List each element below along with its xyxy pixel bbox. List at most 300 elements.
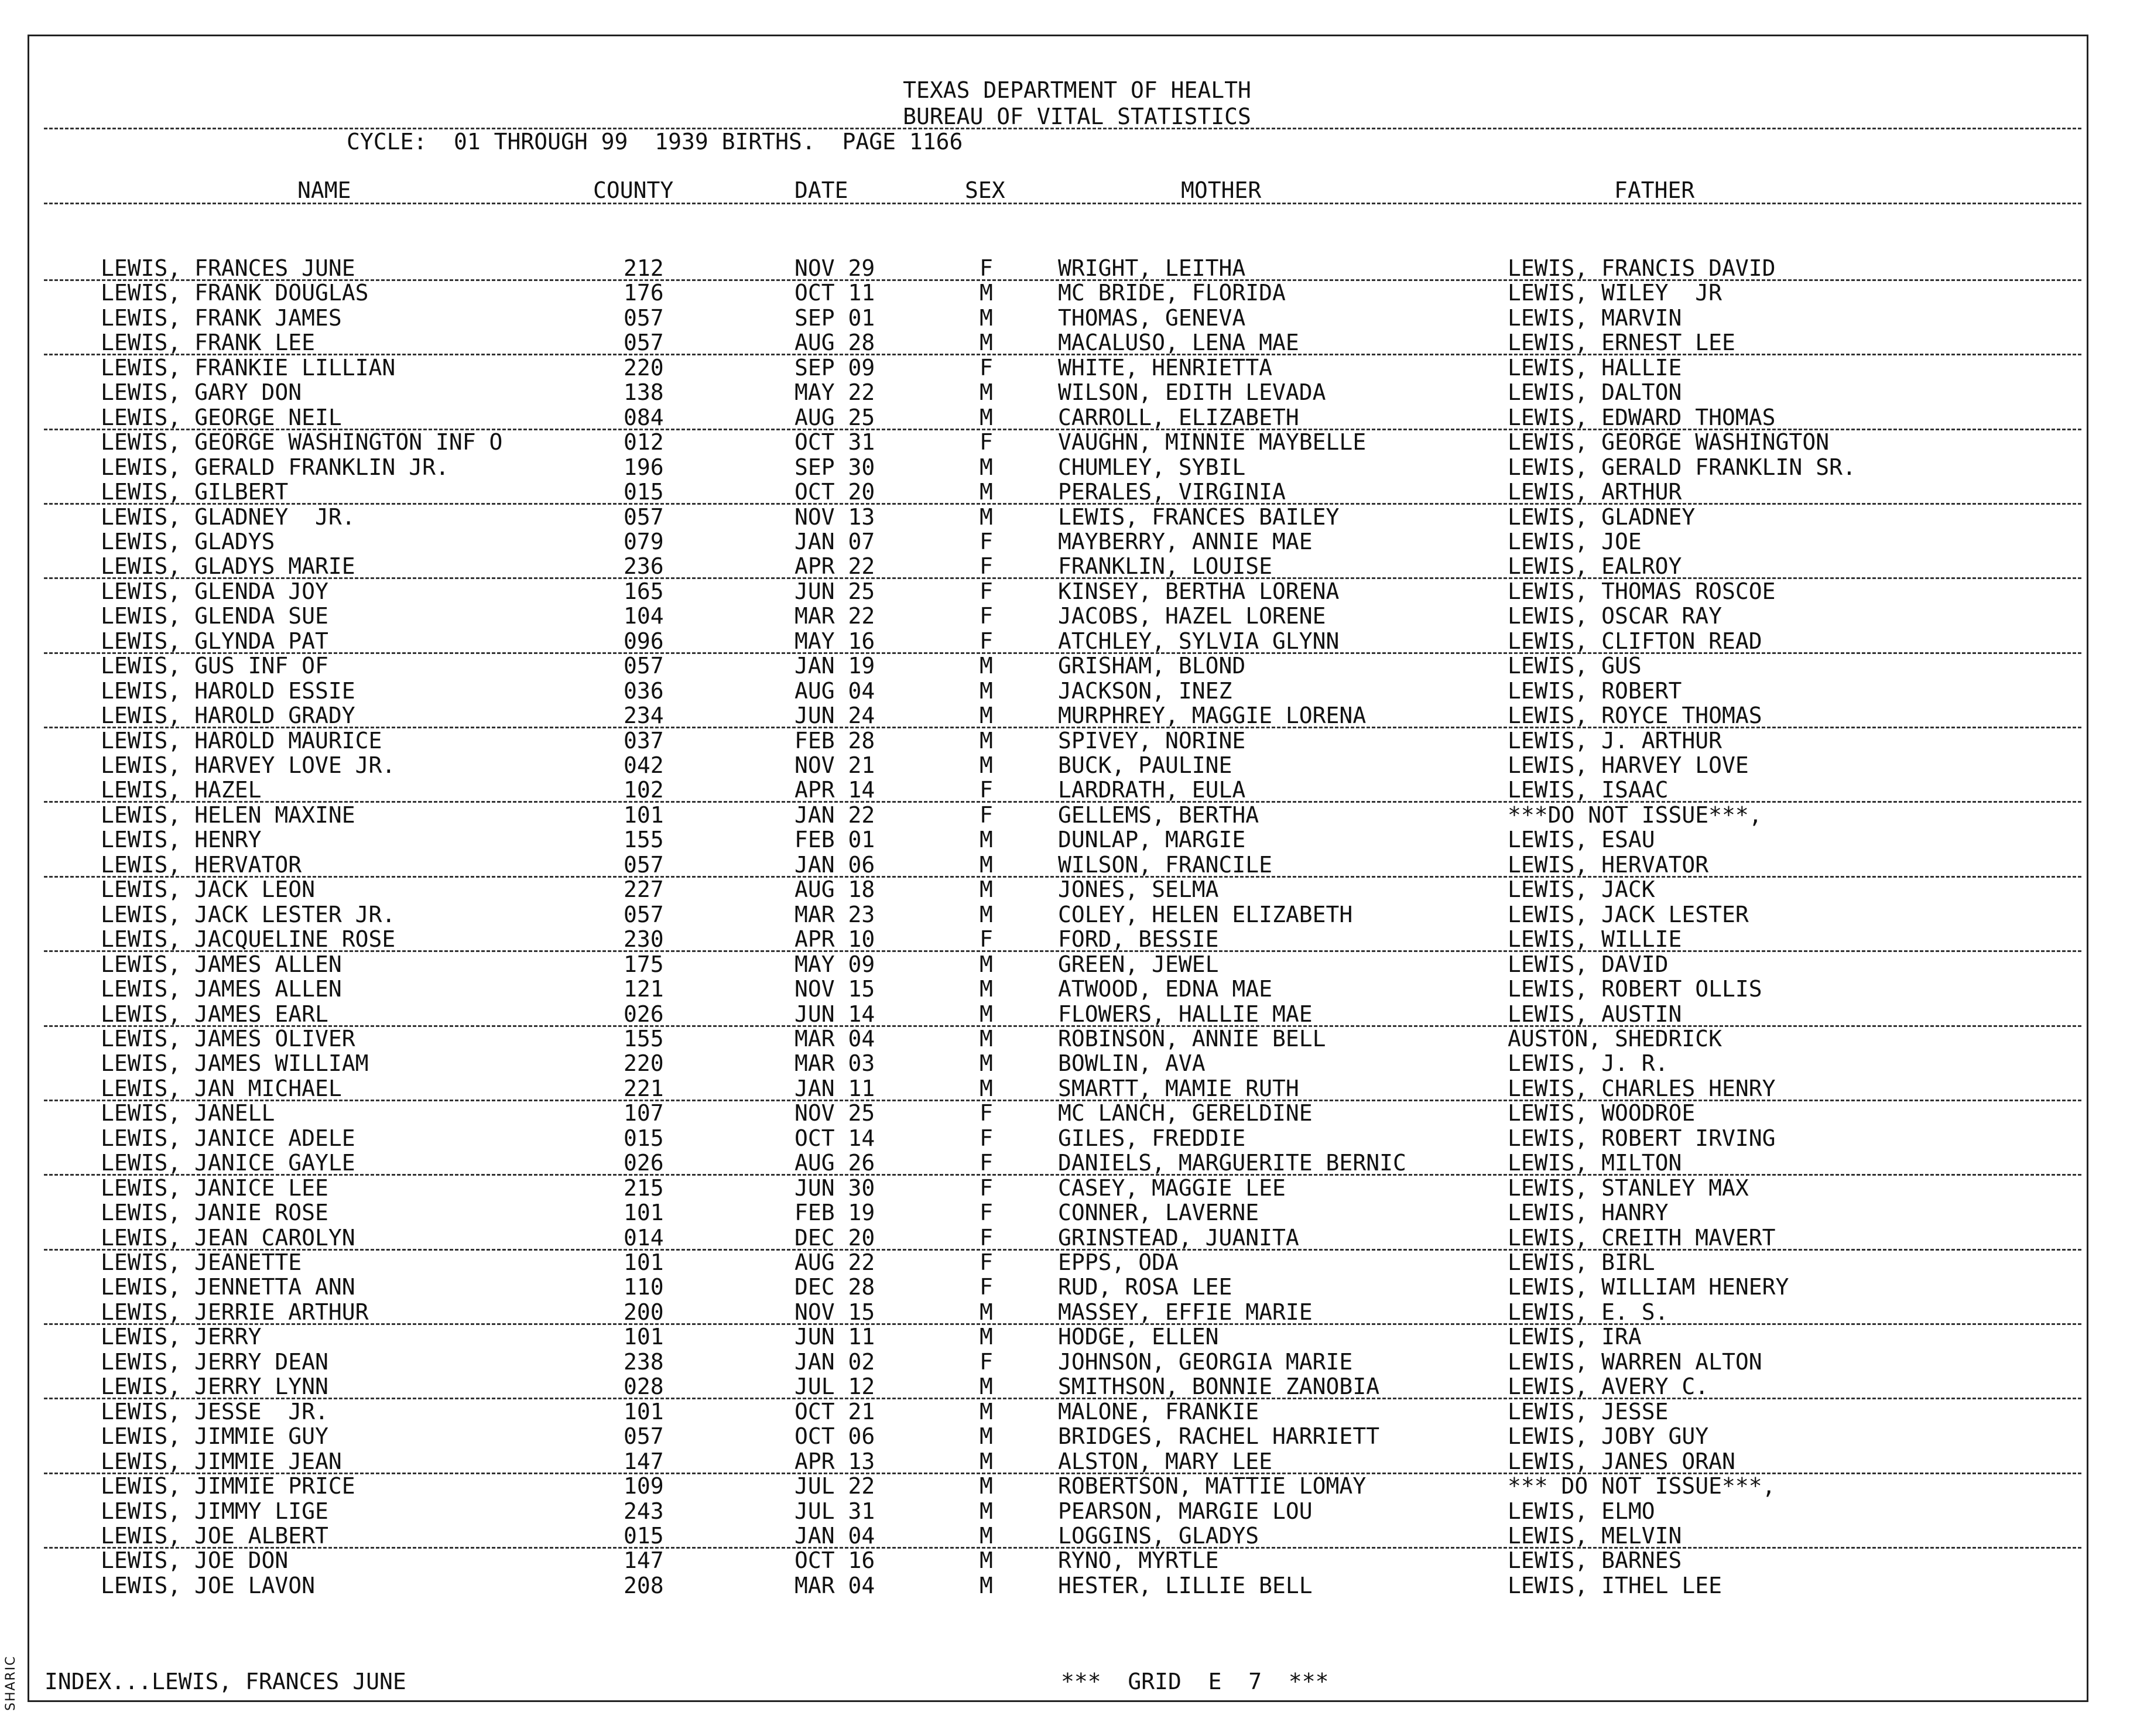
cell-sex: F <box>980 528 993 554</box>
cell-county: 057 <box>624 851 664 878</box>
table-row <box>0 1151 2154 1175</box>
cell-father: LEWIS, ARTHUR <box>1508 479 1682 505</box>
cell-county: 015 <box>624 479 664 505</box>
cell-father: LEWIS, E. S. <box>1508 1299 1669 1325</box>
cell-date: JAN 11 <box>795 1075 875 1101</box>
cell-father: LEWIS, J. ARTHUR <box>1508 727 1722 754</box>
cell-county: 238 <box>624 1348 664 1375</box>
table-row <box>0 1076 2154 1101</box>
cell-mother: HESTER, LILLIE BELL <box>1058 1572 1313 1598</box>
row-divider <box>44 727 2081 728</box>
cell-county: 243 <box>624 1498 664 1524</box>
cell-sex: F <box>980 1175 993 1201</box>
cell-date: NOV 29 <box>795 255 875 281</box>
cell-name: LEWIS, FRANK LEE <box>101 330 316 356</box>
cell-county: 215 <box>624 1175 664 1201</box>
cell-county: 234 <box>624 703 664 729</box>
cell-name: LEWIS, GLYNDA PAT <box>101 628 328 654</box>
cell-name: LEWIS, JAMES ALLEN <box>101 976 342 1002</box>
table-row <box>0 355 2154 380</box>
cell-sex: M <box>980 976 993 1002</box>
cell-mother: SMARTT, MAMIE RUTH <box>1058 1075 1299 1101</box>
cell-father: LEWIS, EALROY <box>1508 553 1682 580</box>
cell-date: DEC 20 <box>795 1224 875 1251</box>
cell-sex: M <box>980 827 993 853</box>
table-row <box>0 803 2154 827</box>
cell-mother: MACALUSO, LENA MAE <box>1058 330 1299 356</box>
cell-name: LEWIS, HAROLD MAURICE <box>101 727 382 754</box>
cell-county: 096 <box>624 628 664 654</box>
cell-father: LEWIS, GERALD FRANKLIN SR. <box>1508 454 1856 480</box>
cell-mother: MALONE, FRANKIE <box>1058 1398 1259 1425</box>
cell-mother: FORD, BESSIE <box>1058 926 1219 953</box>
table-row <box>0 1051 2154 1076</box>
cell-mother: ATWOOD, EDNA MAE <box>1058 976 1273 1002</box>
cell-date: MAY 16 <box>795 628 875 654</box>
table-row <box>0 330 2154 355</box>
cell-mother: RYNO, MYRTLE <box>1058 1547 1219 1574</box>
cell-name: LEWIS, JANICE LEE <box>101 1175 328 1201</box>
cell-father: LEWIS, WILLIAM HENERY <box>1508 1274 1789 1300</box>
cell-name: LEWIS, JOE LAVON <box>101 1572 316 1598</box>
table-row <box>0 753 2154 778</box>
cell-date: OCT 31 <box>795 429 875 456</box>
cell-county: 107 <box>624 1100 664 1126</box>
cell-father: LEWIS, WILEY JR <box>1508 280 1722 306</box>
cell-date: AUG 04 <box>795 677 875 704</box>
cell-mother: LOGGINS, GLADYS <box>1058 1522 1259 1549</box>
cell-mother: EPPS, ODA <box>1058 1249 1179 1275</box>
cell-mother: HODGE, ELLEN <box>1058 1324 1219 1350</box>
cell-name: LEWIS, HERVATOR <box>101 851 302 878</box>
cell-date: OCT 21 <box>795 1398 875 1425</box>
cell-date: MAY 09 <box>795 951 875 977</box>
cell-father: LEWIS, ESAU <box>1508 827 1655 853</box>
cell-date: OCT 20 <box>795 479 875 505</box>
table-row <box>0 1573 2154 1598</box>
table-row <box>0 728 2154 753</box>
cell-date: AUG 28 <box>795 330 875 356</box>
table-row <box>0 1399 2154 1424</box>
cell-mother: PERALES, VIRGINIA <box>1058 479 1286 505</box>
cell-sex: M <box>980 1473 993 1499</box>
cell-county: 057 <box>624 330 664 356</box>
table-row <box>0 1499 2154 1523</box>
cell-sex: M <box>980 677 993 704</box>
cell-date: OCT 14 <box>795 1125 875 1151</box>
cell-county: 200 <box>624 1299 664 1325</box>
cell-name: LEWIS, GUS INF OF <box>101 653 328 679</box>
row-divider <box>44 1249 2081 1251</box>
cell-sex: M <box>980 727 993 754</box>
cell-county: 101 <box>624 1249 664 1275</box>
cell-mother: ROBINSON, ANNIE BELL <box>1058 1025 1326 1052</box>
cell-sex: M <box>980 479 993 505</box>
cell-father: LEWIS, ERNEST LEE <box>1508 330 1735 356</box>
cell-mother: FLOWERS, HALLIE MAE <box>1058 1001 1313 1027</box>
cell-sex: M <box>980 1547 993 1574</box>
cell-sex: M <box>980 404 993 430</box>
cell-sex: M <box>980 280 993 306</box>
cell-sex: F <box>980 628 993 654</box>
cell-name: LEWIS, JERRIE ARTHUR <box>101 1299 369 1325</box>
cell-father: LEWIS, ISAAC <box>1508 777 1669 803</box>
header-title: TEXAS DEPARTMENT OF HEALTH <box>903 77 1251 103</box>
cell-name: LEWIS, HAZEL <box>101 777 262 803</box>
cell-county: 138 <box>624 379 664 406</box>
row-divider <box>44 577 2081 579</box>
cell-sex: F <box>980 1125 993 1151</box>
cell-county: 176 <box>624 280 664 306</box>
cell-name: LEWIS, JAMES WILLIAM <box>101 1050 369 1077</box>
cell-father: LEWIS, BIRL <box>1508 1249 1655 1275</box>
table-row <box>0 1225 2154 1250</box>
cell-county: 101 <box>624 1398 664 1425</box>
cell-date: JAN 02 <box>795 1348 875 1375</box>
cell-mother: JACKSON, INEZ <box>1058 677 1232 704</box>
cell-mother: CARROLL, ELIZABETH <box>1058 404 1299 430</box>
cell-name: LEWIS, JACK LESTER JR. <box>101 901 396 927</box>
table-row <box>0 1374 2154 1399</box>
cell-father: LEWIS, MARVIN <box>1508 304 1682 331</box>
row-divider <box>44 354 2081 355</box>
table-row <box>0 1176 2154 1200</box>
cell-county: 147 <box>624 1547 664 1574</box>
cell-county: 057 <box>624 504 664 530</box>
cell-county: 028 <box>624 1374 664 1400</box>
cell-mother: GRINSTEAD, JUANITA <box>1058 1224 1299 1251</box>
table-row <box>0 256 2154 280</box>
cell-mother: GELLEMS, BERTHA <box>1058 802 1259 828</box>
cell-sex: M <box>980 653 993 679</box>
cell-father: LEWIS, CREITH MAVERT <box>1508 1224 1776 1251</box>
cell-date: AUG 25 <box>795 404 875 430</box>
table-row <box>0 877 2154 902</box>
cell-name: LEWIS, JIMMIE JEAN <box>101 1448 342 1474</box>
cell-sex: M <box>980 1572 993 1598</box>
cell-name: LEWIS, FRANK DOUGLAS <box>101 280 369 306</box>
table-row <box>0 902 2154 927</box>
cell-date: MAR 04 <box>795 1025 875 1052</box>
table-row <box>0 703 2154 728</box>
cell-date: MAR 04 <box>795 1572 875 1598</box>
side-label: SHARIC <box>4 1655 18 1711</box>
cell-name: LEWIS, GLADYS <box>101 528 275 554</box>
cell-date: APR 22 <box>795 553 875 580</box>
row-divider <box>44 801 2081 803</box>
cell-mother: KINSEY, BERTHA LORENA <box>1058 578 1340 604</box>
footer-grid: *** GRID E 7 *** <box>1061 1669 1329 1694</box>
cell-date: MAR 22 <box>795 603 875 629</box>
cell-sex: M <box>980 1448 993 1474</box>
cell-date: JAN 06 <box>795 851 875 878</box>
cell-name: LEWIS, HARVEY LOVE JR. <box>101 752 396 778</box>
cell-father: LEWIS, MILTON <box>1508 1150 1682 1176</box>
cell-father: LEWIS, JACK <box>1508 876 1655 903</box>
cell-sex: M <box>980 330 993 356</box>
cell-sex: F <box>980 802 993 828</box>
cell-sex: M <box>980 752 993 778</box>
table-row <box>0 1275 2154 1299</box>
cell-sex: F <box>980 1348 993 1375</box>
table-row <box>0 852 2154 877</box>
cell-name: LEWIS, GARY DON <box>101 379 302 406</box>
column-header-name: NAME <box>297 177 351 203</box>
cell-father: LEWIS, DAVID <box>1508 951 1669 977</box>
cell-name: LEWIS, JANIE ROSE <box>101 1200 328 1226</box>
cell-county: 057 <box>624 304 664 331</box>
column-header-sex: SEX <box>965 177 1005 203</box>
cell-date: DEC 28 <box>795 1274 875 1300</box>
column-header-divider <box>44 203 2081 204</box>
table-row <box>0 306 2154 330</box>
cell-sex: M <box>980 1398 993 1425</box>
row-divider <box>44 503 2081 505</box>
cell-sex: M <box>980 1374 993 1400</box>
cell-mother: DUNLAP, MARGIE <box>1058 827 1246 853</box>
cell-county: 026 <box>624 1001 664 1027</box>
cell-date: OCT 06 <box>795 1423 875 1450</box>
cell-sex: M <box>980 876 993 903</box>
cell-county: 236 <box>624 553 664 580</box>
cell-county: 220 <box>624 354 664 381</box>
cell-date: NOV 21 <box>795 752 875 778</box>
cell-county: 037 <box>624 727 664 754</box>
cell-sex: M <box>980 951 993 977</box>
cell-father: LEWIS, ITHEL LEE <box>1508 1572 1722 1598</box>
cell-date: APR 13 <box>795 1448 875 1474</box>
cell-father: LEWIS, MELVIN <box>1508 1522 1682 1549</box>
cell-date: NOV 15 <box>795 1299 875 1325</box>
cell-father: LEWIS, STANLEY MAX <box>1508 1175 1749 1201</box>
cell-name: LEWIS, JERRY LYNN <box>101 1374 328 1400</box>
table-row <box>0 280 2154 305</box>
cell-mother: LARDRATH, EULA <box>1058 777 1246 803</box>
table-row <box>0 380 2154 405</box>
cell-name: LEWIS, GEORGE NEIL <box>101 404 342 430</box>
cycle-line: CYCLE: 01 THROUGH 99 1939 BIRTHS. PAGE 1166 <box>347 129 963 155</box>
cell-name: LEWIS, JERRY <box>101 1324 262 1350</box>
cell-date: MAY 22 <box>795 379 875 406</box>
cell-father: LEWIS, JACK LESTER <box>1508 901 1749 927</box>
cell-mother: ROBERTSON, MATTIE LOMAY <box>1058 1473 1367 1499</box>
cell-county: 101 <box>624 1200 664 1226</box>
cell-sex: F <box>980 553 993 580</box>
cell-sex: M <box>980 379 993 406</box>
cell-county: 230 <box>624 926 664 953</box>
table-row <box>0 977 2154 1001</box>
row-divider <box>44 1100 2081 1101</box>
cell-father: LEWIS, ROBERT OLLIS <box>1508 976 1762 1002</box>
row-divider <box>44 429 2081 430</box>
cell-county: 084 <box>624 404 664 430</box>
table-row <box>0 1424 2154 1449</box>
cell-father: AUSTON, SHEDRICK <box>1508 1025 1722 1052</box>
cell-date: MAR 23 <box>795 901 875 927</box>
cell-sex: M <box>980 304 993 331</box>
cell-name: LEWIS, JEANETTE <box>101 1249 302 1275</box>
cell-name: LEWIS, JERRY DEAN <box>101 1348 328 1375</box>
cell-mother: LEWIS, FRANCES BAILEY <box>1058 504 1340 530</box>
cell-name: LEWIS, FRANCES JUNE <box>101 255 355 281</box>
table-row <box>0 1026 2154 1051</box>
cell-county: 036 <box>624 677 664 704</box>
cell-name: LEWIS, JAN MICHAEL <box>101 1075 342 1101</box>
cell-name: LEWIS, JAMES EARL <box>101 1001 328 1027</box>
cell-date: MAR 03 <box>795 1050 875 1077</box>
cell-date: APR 14 <box>795 777 875 803</box>
row-divider <box>44 1174 2081 1176</box>
cell-name: LEWIS, GILBERT <box>101 479 289 505</box>
cell-sex: F <box>980 1249 993 1275</box>
cell-date: JUN 30 <box>795 1175 875 1201</box>
table-row <box>0 629 2154 653</box>
cell-name: LEWIS, GLENDA JOY <box>101 578 328 604</box>
cell-county: 155 <box>624 827 664 853</box>
cell-date: JAN 04 <box>795 1522 875 1549</box>
cell-mother: WHITE, HENRIETTA <box>1058 354 1273 381</box>
cell-sex: M <box>980 1498 993 1524</box>
cell-sex: F <box>980 777 993 803</box>
cell-name: LEWIS, HAROLD ESSIE <box>101 677 355 704</box>
cell-date: JAN 19 <box>795 653 875 679</box>
cell-county: 079 <box>624 528 664 554</box>
table-row <box>0 679 2154 703</box>
cell-date: FEB 19 <box>795 1200 875 1226</box>
cell-father: LEWIS, HALLIE <box>1508 354 1682 381</box>
cell-county: 212 <box>624 255 664 281</box>
cell-mother: VAUGHN, MINNIE MAYBELLE <box>1058 429 1367 456</box>
cell-county: 175 <box>624 951 664 977</box>
cell-mother: COLEY, HELEN ELIZABETH <box>1058 901 1353 927</box>
cell-father: LEWIS, ROYCE THOMAS <box>1508 703 1762 729</box>
cell-mother: BUCK, PAULINE <box>1058 752 1232 778</box>
table-row <box>0 778 2154 802</box>
cell-sex: M <box>980 851 993 878</box>
cell-sex: F <box>980 926 993 953</box>
cell-sex: F <box>980 1200 993 1226</box>
row-divider <box>44 1473 2081 1474</box>
cell-mother: CHUMLEY, SYBIL <box>1058 454 1246 480</box>
cell-name: LEWIS, GEORGE WASHINGTON INF O <box>101 429 503 456</box>
table-row <box>0 952 2154 977</box>
table-row <box>0 1350 2154 1374</box>
cell-name: LEWIS, FRANKIE LILLIAN <box>101 354 396 381</box>
cell-date: NOV 13 <box>795 504 875 530</box>
cell-mother: SPIVEY, NORINE <box>1058 727 1246 754</box>
cell-date: JUN 24 <box>795 703 875 729</box>
cell-county: 220 <box>624 1050 664 1077</box>
cell-mother: CONNER, LAVERNE <box>1058 1200 1259 1226</box>
cell-father: LEWIS, CHARLES HENRY <box>1508 1075 1776 1101</box>
cell-mother: SMITHSON, BONNIE ZANOBIA <box>1058 1374 1380 1400</box>
cell-mother: DANIELS, MARGUERITE BERNIC <box>1058 1150 1406 1176</box>
cell-date: OCT 11 <box>795 280 875 306</box>
table-row <box>0 1002 2154 1026</box>
cell-father: LEWIS, WILLIE <box>1508 926 1682 953</box>
cell-father: LEWIS, GLADNEY <box>1508 504 1696 530</box>
cell-father: LEWIS, JOBY GUY <box>1508 1423 1709 1450</box>
row-divider <box>44 1323 2081 1325</box>
cell-date: SEP 01 <box>795 304 875 331</box>
cell-date: FEB 01 <box>795 827 875 853</box>
cell-date: JUL 12 <box>795 1374 875 1400</box>
header-subtitle: BUREAU OF VITAL STATISTICS <box>903 104 1251 129</box>
cell-county: 227 <box>624 876 664 903</box>
row-divider <box>44 1547 2081 1549</box>
row-divider <box>44 1398 2081 1399</box>
table-row <box>0 529 2154 554</box>
cell-father: LEWIS, ROBERT IRVING <box>1508 1125 1776 1151</box>
cell-date: JUN 11 <box>795 1324 875 1350</box>
cell-date: JUN 25 <box>795 578 875 604</box>
table-row <box>0 505 2154 529</box>
table-row <box>0 653 2154 678</box>
table-row <box>0 827 2154 852</box>
cell-date: AUG 26 <box>795 1150 875 1176</box>
cell-sex: M <box>980 504 993 530</box>
table-row <box>0 430 2154 454</box>
cell-county: 057 <box>624 901 664 927</box>
cell-name: LEWIS, HAROLD GRADY <box>101 703 355 729</box>
cell-mother: BRIDGES, RACHEL HARRIETT <box>1058 1423 1380 1450</box>
row-divider <box>44 1025 2081 1027</box>
cell-mother: GRISHAM, BLOND <box>1058 653 1246 679</box>
cell-sex: F <box>980 603 993 629</box>
cell-sex: M <box>980 1025 993 1052</box>
cell-sex: F <box>980 255 993 281</box>
cell-county: 109 <box>624 1473 664 1499</box>
cell-father: LEWIS, THOMAS ROSCOE <box>1508 578 1776 604</box>
cell-father: LEWIS, GEORGE WASHINGTON <box>1508 429 1830 456</box>
cell-date: NOV 25 <box>795 1100 875 1126</box>
cell-sex: M <box>980 1324 993 1350</box>
cell-mother: WILSON, FRANCILE <box>1058 851 1273 878</box>
cell-county: 014 <box>624 1224 664 1251</box>
cell-father: LEWIS, JANES ORAN <box>1508 1448 1735 1474</box>
cell-father: ***DO NOT ISSUE***, <box>1508 802 1762 828</box>
cell-date: APR 10 <box>795 926 875 953</box>
cell-sex: F <box>980 354 993 381</box>
row-divider <box>44 950 2081 952</box>
footer-index: INDEX...LEWIS, FRANCES JUNE <box>44 1669 406 1694</box>
table-row <box>0 405 2154 430</box>
table-row <box>0 480 2154 504</box>
cell-father: LEWIS, JOE <box>1508 528 1642 554</box>
cell-county: 155 <box>624 1025 664 1052</box>
column-header-father: FATHER <box>1614 177 1695 203</box>
cell-name: LEWIS, JAMES OLIVER <box>101 1025 355 1052</box>
cell-name: LEWIS, GLADYS MARIE <box>101 553 355 580</box>
cell-county: 101 <box>624 1324 664 1350</box>
cell-date: JAN 07 <box>795 528 875 554</box>
cell-sex: F <box>980 1100 993 1126</box>
cell-mother: CASEY, MAGGIE LEE <box>1058 1175 1286 1201</box>
table-row <box>0 579 2154 604</box>
cell-mother: FRANKLIN, LOUISE <box>1058 553 1273 580</box>
cell-county: 102 <box>624 777 664 803</box>
cell-county: 110 <box>624 1274 664 1300</box>
cell-date: SEP 30 <box>795 454 875 480</box>
cell-county: 165 <box>624 578 664 604</box>
cell-sex: M <box>980 1050 993 1077</box>
row-divider <box>44 279 2081 281</box>
cell-county: 026 <box>624 1150 664 1176</box>
cell-father: LEWIS, OSCAR RAY <box>1508 603 1722 629</box>
cell-father: LEWIS, HANRY <box>1508 1200 1669 1226</box>
cell-mother: GILES, FREDDIE <box>1058 1125 1246 1151</box>
cell-father: LEWIS, DALTON <box>1508 379 1682 406</box>
